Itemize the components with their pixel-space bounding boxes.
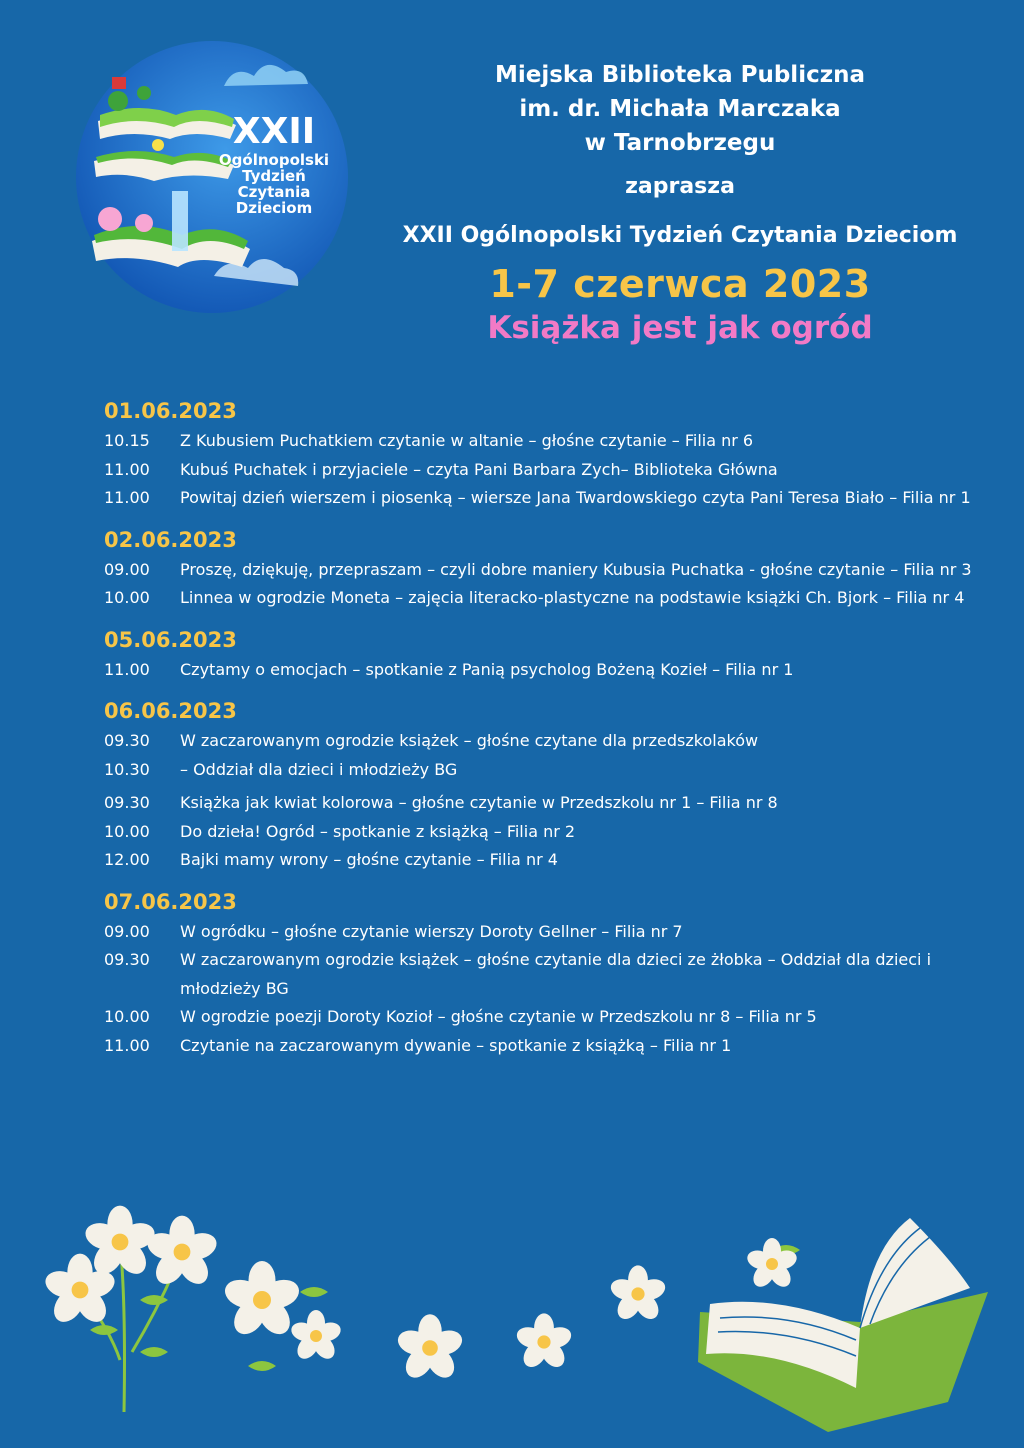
event-description: W zaczarowanym ogrodzie książek – głośne czytane dla przedszkolaków <box>180 731 759 750</box>
event-time: 09.30 <box>104 793 150 812</box>
day-date: 05.06.2023 <box>104 627 237 652</box>
library-patron: im. dr. Michała Marczaka <box>519 96 841 122</box>
event-time: 10.00 <box>104 588 150 607</box>
event-time: 11.00 <box>104 1035 150 1055</box>
event-description: W ogródku – głośne czytanie wierszy Doroty Gellner – Filia nr 7 <box>180 921 683 941</box>
flowers-book-decoration <box>0 1200 1024 1448</box>
event-row <box>104 818 974 847</box>
schedule <box>104 396 974 1072</box>
schedule-day <box>104 696 974 875</box>
event-row <box>104 456 974 485</box>
logo-line: Tydzień <box>242 167 306 185</box>
event-time: 11.00 <box>104 488 150 507</box>
invite-text: zaprasza <box>625 174 735 199</box>
day-date: 06.06.2023 <box>104 699 237 723</box>
event-name: XXII Ogólnopolski Tydzień Czytania Dzieciom <box>402 223 958 248</box>
event-row <box>104 427 974 456</box>
event-description: W zaczarowanym ogrodzie książek – głośne czytanie dla dzieci ze żłobka – Oddział dla dzieci i młodzieży BG <box>180 950 932 998</box>
event-row <box>104 789 974 818</box>
header <box>370 58 990 346</box>
event-time: 09.30 <box>104 731 150 750</box>
event-description: Linnea w ogrodzie Moneta – zajęcia literacko-plastyczne na podstawie książki Ch. Bjork – Filia nr 4 <box>180 588 965 607</box>
event-row <box>104 1032 974 1061</box>
day-date: 01.06.2023 <box>104 399 237 423</box>
event-time: 11.00 <box>104 659 150 679</box>
event-time: 09.30 <box>104 950 150 969</box>
event-description: Bajki mamy wrony – głośne czytanie – Filia nr 4 <box>180 850 558 869</box>
event-description: Do dzieła! Ogród – spotkanie z książką – Filia nr 2 <box>180 821 576 841</box>
logo-line: Ogólnopolski <box>218 151 330 169</box>
event-row <box>104 656 974 685</box>
logo-line: Dzieciom <box>235 199 313 217</box>
library-city: w Tarnobrzegu <box>584 130 776 156</box>
event-description: Proszę, dziękuję, przepraszam – czyli dobre maniery Kubusia Puchatka - głośne czytanie – Filia nr 3 <box>180 559 972 579</box>
schedule-day <box>104 525 974 613</box>
event-description: Kubuś Puchatek i przyjaciele – czyta Pani Barbara Zych– Biblioteka Główna <box>180 459 778 479</box>
event-row <box>104 756 974 785</box>
day-date: 07.06.2023 <box>104 889 237 914</box>
event-time: 10.00 <box>104 821 150 841</box>
event-time: 11.00 <box>104 459 150 479</box>
event-row <box>104 1003 974 1032</box>
event-row <box>104 946 974 1003</box>
event-time: 10.15 <box>104 431 150 450</box>
event-time: 10.30 <box>104 759 150 779</box>
event-row <box>104 556 974 585</box>
event-description: Powitaj dzień wierszem i piosenką – wiersze Jana Twardowskiego czyta Pani Teresa Biało – Filia nr 1 <box>180 488 971 507</box>
event-time: 10.00 <box>104 1007 150 1026</box>
schedule-day <box>104 887 974 1061</box>
event-motto: Książka jest jak ogród <box>487 310 873 346</box>
schedule-day <box>104 396 974 513</box>
event-dates: 1-7 czerwca 2023 <box>489 262 871 306</box>
event-row <box>104 918 974 947</box>
event-description: Książka jak kwiat kolorowa – głośne czytanie w Przedszkolu nr 1 – Filia nr 8 <box>180 793 778 812</box>
schedule-day <box>104 625 974 685</box>
event-logo <box>74 41 350 313</box>
event-description: Z Kubusiem Puchatkiem czytanie w altanie – głośne czytanie – Filia nr 6 <box>180 431 754 450</box>
event-description: Czytamy o emocjach – spotkanie z Panią psycholog Bożeną Kozieł – Filia nr 1 <box>180 659 794 679</box>
event-time: 09.00 <box>104 559 150 579</box>
event-description: – Oddział dla dzieci i młodzieży BG <box>180 759 458 779</box>
event-time: 09.00 <box>104 921 150 941</box>
logo-numeral: XXII <box>232 111 316 152</box>
event-row <box>104 846 974 875</box>
library-name: Miejska Biblioteka Publiczna <box>494 62 865 88</box>
event-row <box>104 484 974 513</box>
logo-line: Czytania <box>237 183 311 201</box>
event-row <box>104 727 974 756</box>
event-description: W ogrodzie poezji Doroty Kozioł – głośne czytanie w Przedszkolu nr 8 – Filia nr 5 <box>180 1007 817 1026</box>
event-time: 12.00 <box>104 850 150 869</box>
day-date: 02.06.2023 <box>104 527 237 552</box>
event-description: Czytanie na zaczarowanym dywanie – spotkanie z książką – Filia nr 1 <box>180 1035 732 1055</box>
event-row <box>104 584 974 613</box>
